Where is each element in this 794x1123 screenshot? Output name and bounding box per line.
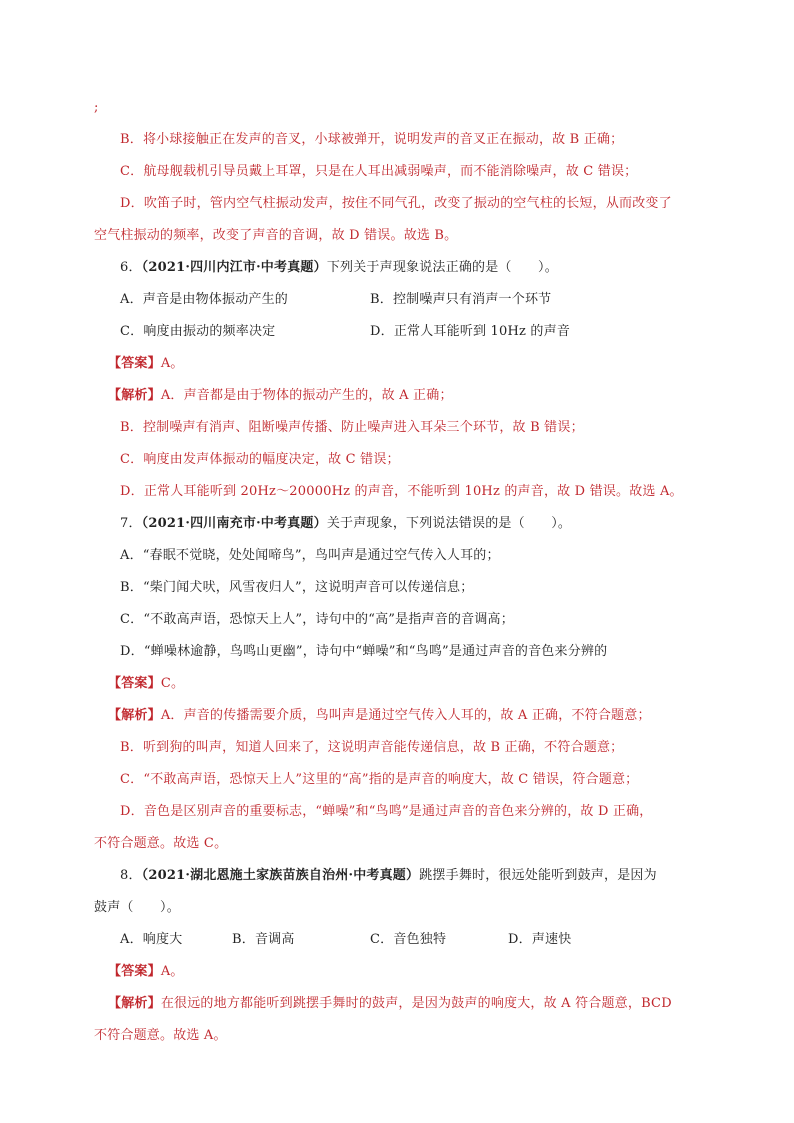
answer-tag: 【答案】 <box>108 964 161 979</box>
analysis-tag: 【解析】 <box>108 996 161 1011</box>
analysis-tag: 【解析】 <box>108 708 161 723</box>
question-7-header <box>120 514 571 534</box>
question-8-header <box>120 866 657 886</box>
question-6-analysis-1: B．控制噪声有消声、阻断噪声传播、防止噪声进入耳朵三个环节，故 B 错误； <box>120 420 584 435</box>
analysis-text: 在很远的地方都能听到跳摆手舞时的鼓声，是因为鼓声的响度大，故 A 符合题意，BCD <box>160 996 672 1011</box>
question-7-analysis-4: 不符合题意。故选 C。 <box>94 836 228 851</box>
analysis-text: A．声音都是由于物体的振动产生的，故 A 正确； <box>160 388 453 403</box>
question-number: 7． <box>120 516 142 531</box>
question-6-option-b: B．控制噪声只有消声一个环节 <box>370 292 552 307</box>
question-6-analysis-2: C．响度由发声体振动的幅度决定，故 C 错误； <box>120 452 400 467</box>
question-7-option-b: B．“柴门闻犬吠，风雪夜归人”，这说明声音可以传递信息； <box>120 580 474 595</box>
continuation-line-0: ; <box>94 100 99 115</box>
question-7-option-d: D．“蝉噪林逾静，鸟鸣山更幽”，诗句中“蝉噪”和“鸟鸣”是通过声音的音色来分辨的 <box>120 644 608 659</box>
question-8-stem-continued: 鼓声（ ）。 <box>94 900 180 915</box>
answer-value: A。 <box>160 964 184 979</box>
question-6-option-c: C．响度由振动的频率决定 <box>120 324 276 339</box>
question-6-option-a: A．声音是由物体振动产生的 <box>120 292 288 307</box>
question-6-option-d: D．正常人耳能听到 10Hz 的声音 <box>370 324 571 339</box>
continuation-line-1: B．将小球接触正在发声的音叉，小球被弹开，说明发声的音叉正在振动，故 B 正确； <box>120 132 624 147</box>
question-7-answer <box>108 674 184 694</box>
question-6-header <box>120 258 558 278</box>
question-stem: 下列关于声现象说法正确的是（ ）。 <box>326 260 558 275</box>
question-8-option-c: C．音色独特 <box>370 932 447 947</box>
analysis-text: A．声音的传播需要介质，鸟叫声是通过空气传入人耳的，故 A 正确，不符合题意； <box>160 708 651 723</box>
question-source: （2021·四川内江市·中考真题） <box>141 260 327 275</box>
question-number: 6． <box>120 260 142 275</box>
question-8-analysis-1: 不符合题意。故选 A。 <box>94 1028 227 1043</box>
answer-value: A。 <box>160 356 184 371</box>
continuation-line-2: C．航母舰载机引导员戴上耳罩，只是在人耳出减弱噪声，而不能消除噪声，故 C 错误； <box>120 164 638 179</box>
answer-tag: 【答案】 <box>108 676 161 691</box>
question-6-analysis-0 <box>108 386 453 406</box>
question-number: 8． <box>120 868 142 883</box>
question-8-option-b: B．音调高 <box>232 932 295 947</box>
question-8-option-d: D．声速快 <box>508 932 572 947</box>
question-8-answer <box>108 962 184 982</box>
question-8-option-a: A．响度大 <box>120 932 183 947</box>
question-7-analysis-3: D．音色是区别声音的重要标志，“蝉噪”和“鸟鸣”是通过声音的音色来分辨的，故 D 正确， <box>120 804 653 819</box>
question-7-option-c: C．“不敢高声语，恐惊天上人”，诗句中的“高”是指声音的音调高； <box>120 612 514 627</box>
answer-tag: 【答案】 <box>108 356 161 371</box>
analysis-tag: 【解析】 <box>108 388 161 403</box>
question-stem: 关于声现象，下列说法错误的是（ ）。 <box>326 516 572 531</box>
question-7-analysis-0 <box>108 706 651 726</box>
question-7-analysis-1: B．听到狗的叫声，知道人回来了，这说明声音能传递信息，故 B 正确，不符合题意； <box>120 740 624 755</box>
question-8-analysis-0 <box>108 994 672 1014</box>
continuation-line-4: 空气柱振动的频率，改变了声音的音调，故 D 错误。故选 B。 <box>94 228 458 243</box>
question-source: （2021·四川南充市·中考真题） <box>141 516 327 531</box>
answer-value: C。 <box>160 676 185 691</box>
question-source: （2021·湖北恩施土家族苗族自治州·中考真题） <box>141 868 420 883</box>
continuation-line-3: D．吹笛子时，管内空气柱振动发声，按住不同气孔，改变了振动的空气柱的长短，从而改变了 <box>120 196 672 211</box>
question-6-analysis-3: D．正常人耳能听到 20Hz～20000Hz 的声音，不能听到 10Hz 的声音，故 D 错误。故选 A。 <box>120 484 683 499</box>
question-7-option-a: A．“春眠不觉晓，处处闻啼鸟”，鸟叫声是通过空气传入人耳的； <box>120 548 500 563</box>
question-7-analysis-2: C．“不敢高声语，恐惊天上人”这里的“高”指的是声音的响度大，故 C 错误，符合题意； <box>120 772 639 787</box>
question-stem: 跳摆手舞时，很远处能听到鼓声，是因为 <box>419 868 657 883</box>
question-6-answer <box>108 354 184 374</box>
